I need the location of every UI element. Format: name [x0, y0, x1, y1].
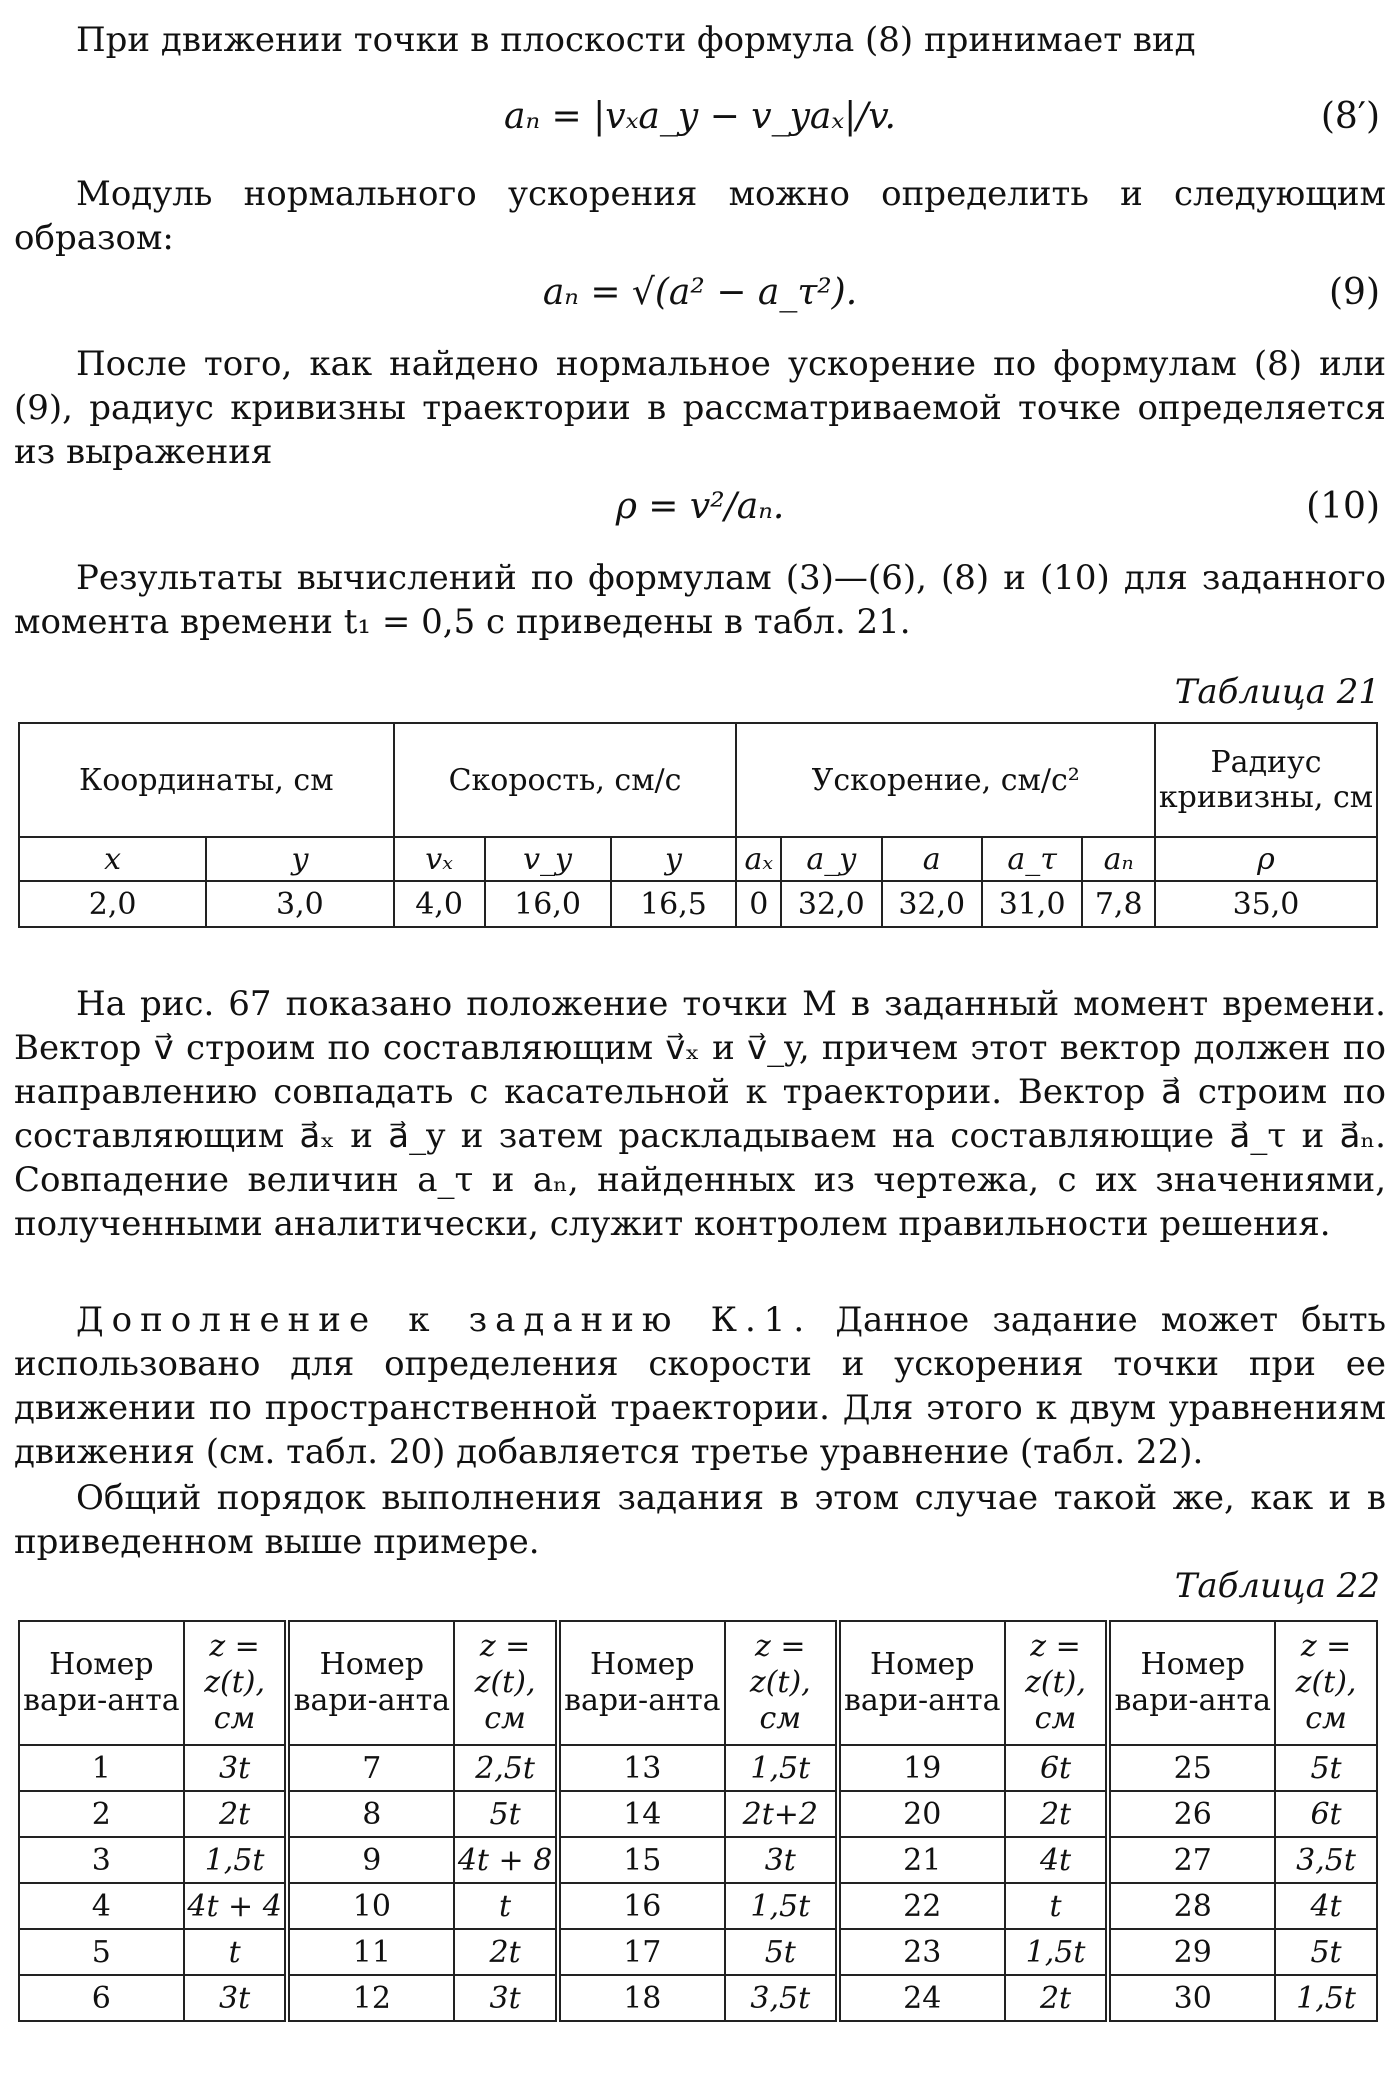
variant-number-cell: 20	[838, 1791, 1005, 1837]
formula-cell: 1,5t	[725, 1883, 838, 1929]
equation-8prime	[0, 96, 1400, 146]
formula-cell: 2t	[184, 1791, 288, 1837]
variant-number-cell: 17	[558, 1929, 725, 1975]
variant-number-cell: 2	[19, 1791, 184, 1837]
subheader-cell: y	[611, 837, 737, 881]
variant-number-cell: 7	[287, 1745, 454, 1791]
variant-number-cell: 6	[19, 1975, 184, 2021]
formula-cell: 5t	[454, 1791, 558, 1837]
table-22-row	[19, 1929, 1377, 1975]
header-formula: z = z(t), см	[1275, 1621, 1377, 1745]
variant-number-cell: 18	[558, 1975, 725, 2021]
formula-cell: 3t	[454, 1975, 558, 2021]
value-cell: 3,0	[206, 881, 393, 927]
variant-number-cell: 29	[1108, 1929, 1275, 1975]
formula-cell: 2t	[1005, 1975, 1109, 2021]
equation-8prime-body: aₙ = |vₓa_y − v_yaₓ|/v.	[504, 96, 896, 137]
formula-cell: 1,5t	[184, 1837, 288, 1883]
equation-8prime-number: (8′)	[1320, 96, 1380, 137]
variant-number-cell: 23	[838, 1929, 1005, 1975]
variant-number-cell: 14	[558, 1791, 725, 1837]
variant-number-cell: 8	[287, 1791, 454, 1837]
value-cell: 16,5	[611, 881, 737, 927]
formula-cell: 1,5t	[1275, 1975, 1377, 2021]
formula-cell: 5t	[725, 1929, 838, 1975]
header-variant: Номер вари-анта	[19, 1621, 184, 1745]
table-21-value-row	[19, 881, 1377, 927]
table-22-row	[19, 1837, 1377, 1883]
header-variant: Номер вари-анта	[838, 1621, 1005, 1745]
paragraph-1: При движении точки в плоскости формула (8) принимает вид	[76, 20, 1196, 60]
subheader-cell: v_y	[485, 837, 611, 881]
subheader-cell: a_y	[781, 837, 881, 881]
header-radius: Радиус кривизны, см	[1155, 723, 1377, 837]
header-formula: z = z(t), см	[725, 1621, 838, 1745]
value-cell: 16,0	[485, 881, 611, 927]
variant-number-cell: 3	[19, 1837, 184, 1883]
formula-cell: 6t	[1275, 1791, 1377, 1837]
table-22-row	[19, 1745, 1377, 1791]
table-21-caption: Таблица 21	[1174, 672, 1380, 712]
addition-text: Данное задание может быть использовано для определения скорости и ускорения точки при ее движении по пространственной траектории. Для этого к двум уравнениям движения (см. табл. 20) добавляется третье уравнение (табл. 22).	[14, 1300, 1387, 1472]
formula-cell: 2t	[1005, 1791, 1109, 1837]
formula-cell: 6t	[1005, 1745, 1109, 1791]
formula-cell: 2t+2	[725, 1791, 838, 1837]
paragraph-6	[14, 1298, 1386, 1474]
formula-cell: 2,5t	[454, 1745, 558, 1791]
variant-number-cell: 1	[19, 1745, 184, 1791]
variant-number-cell: 28	[1108, 1883, 1275, 1929]
addition-lead: Дополнение к заданию К.1.	[76, 1300, 813, 1340]
variant-number-cell: 30	[1108, 1975, 1275, 2021]
variant-number-cell: 13	[558, 1745, 725, 1791]
table-22-row	[19, 1883, 1377, 1929]
value-cell: 2,0	[19, 881, 206, 927]
formula-cell: 4t + 4	[184, 1883, 288, 1929]
header-variant: Номер вари-анта	[1108, 1621, 1275, 1745]
variant-number-cell: 21	[838, 1837, 1005, 1883]
header-formula: z = z(t), см	[184, 1621, 288, 1745]
table-22-row	[19, 1791, 1377, 1837]
header-variant: Номер вари-анта	[558, 1621, 725, 1745]
header-formula: z = z(t), см	[1005, 1621, 1109, 1745]
value-cell: 32,0	[781, 881, 881, 927]
header-variant: Номер вари-анта	[287, 1621, 454, 1745]
formula-cell: 3t	[184, 1745, 288, 1791]
variant-number-cell: 25	[1108, 1745, 1275, 1791]
variant-number-cell: 15	[558, 1837, 725, 1883]
value-cell: 31,0	[982, 881, 1082, 927]
formula-cell: t	[184, 1929, 288, 1975]
formula-cell: 2t	[454, 1929, 558, 1975]
equation-9	[0, 272, 1400, 322]
formula-cell: 1,5t	[725, 1745, 838, 1791]
formula-cell: 3,5t	[1275, 1837, 1377, 1883]
variant-number-cell: 12	[287, 1975, 454, 2021]
variant-number-cell: 10	[287, 1883, 454, 1929]
variant-number-cell: 16	[558, 1883, 725, 1929]
formula-cell: t	[454, 1883, 558, 1929]
subheader-cell: aₓ	[736, 837, 781, 881]
variant-number-cell: 5	[19, 1929, 184, 1975]
subheader-cell: a_τ	[982, 837, 1082, 881]
header-accel: Ускорение, см/с²	[736, 723, 1155, 837]
equation-10-body: ρ = v²/aₙ.	[615, 486, 785, 527]
table-22-caption: Таблица 22	[1174, 1566, 1380, 1606]
header-speed: Скорость, см/с	[394, 723, 737, 837]
table-21-subheader-row	[19, 837, 1377, 881]
header-formula: z = z(t), см	[454, 1621, 558, 1745]
variant-number-cell: 22	[838, 1883, 1005, 1929]
value-cell: 35,0	[1155, 881, 1377, 927]
paragraph-3: После того, как найдено нормальное ускорение по формулам (8) или (9), радиус кривизны траектории в рассматриваемой точке определяется из выражения	[14, 344, 1386, 472]
table-22-header-row	[19, 1621, 1377, 1745]
equation-10-number: (10)	[1306, 486, 1380, 527]
variant-number-cell: 26	[1108, 1791, 1275, 1837]
formula-cell: 1,5t	[1005, 1929, 1109, 1975]
value-cell: 32,0	[882, 881, 982, 927]
value-cell: 4,0	[394, 881, 485, 927]
value-cell: 0	[736, 881, 781, 927]
subheader-cell: a	[882, 837, 982, 881]
subheader-cell: y	[206, 837, 393, 881]
table-21-header-row	[19, 723, 1377, 837]
formula-cell: 3t	[725, 1837, 838, 1883]
table-22-row	[19, 1975, 1377, 2021]
subheader-cell: vₓ	[394, 837, 485, 881]
equation-9-body: aₙ = √(a² − a_τ²).	[542, 272, 858, 313]
formula-cell: 5t	[1275, 1745, 1377, 1791]
header-coords: Координаты, см	[19, 723, 394, 837]
variant-number-cell: 9	[287, 1837, 454, 1883]
formula-cell: 5t	[1275, 1929, 1377, 1975]
formula-cell: 4t	[1275, 1883, 1377, 1929]
table-22	[18, 1620, 1378, 2022]
paragraph-4: Результаты вычислений по формулам (3)—(6), (8) и (10) для заданного момента времени t₁ = 0,5 с приведены в табл. 21.	[14, 558, 1386, 642]
equation-9-number: (9)	[1329, 272, 1380, 313]
formula-cell: 3,5t	[725, 1975, 838, 2021]
paragraph-7: Общий порядок выполнения задания в этом случае такой же, как и в приведенном выше примере.	[14, 1478, 1386, 1562]
variant-number-cell: 19	[838, 1745, 1005, 1791]
value-cell: 7,8	[1082, 881, 1155, 927]
formula-cell: t	[1005, 1883, 1109, 1929]
paragraph-2: Модуль нормального ускорения можно определить и следующим образом:	[14, 174, 1386, 258]
variant-number-cell: 27	[1108, 1837, 1275, 1883]
equation-10	[0, 486, 1400, 536]
variant-number-cell: 11	[287, 1929, 454, 1975]
paragraph-5: На рис. 67 показано положение точки M в заданный момент времени. Вектор v⃗ строим по составляющим v⃗ₓ и v⃗_y, причем этот вектор должен по направлению совпадать с касательной к траектории. Вектор a⃗ строим по составляющим a⃗ₓ и a⃗_y и затем раскладываем на составляющие a⃗_τ и a⃗ₙ. Совпадение величин a_τ и aₙ, найденных из чертежа, с их значениями, полученными аналитически, служит контролем правильности решения.	[14, 984, 1386, 1244]
formula-cell: 4t	[1005, 1837, 1109, 1883]
subheader-cell: aₙ	[1082, 837, 1155, 881]
subheader-cell: ρ	[1155, 837, 1377, 881]
formula-cell: 3t	[184, 1975, 288, 2021]
table-21	[18, 722, 1378, 928]
formula-cell: 4t + 8	[454, 1837, 558, 1883]
subheader-cell: x	[19, 837, 206, 881]
variant-number-cell: 24	[838, 1975, 1005, 2021]
variant-number-cell: 4	[19, 1883, 184, 1929]
